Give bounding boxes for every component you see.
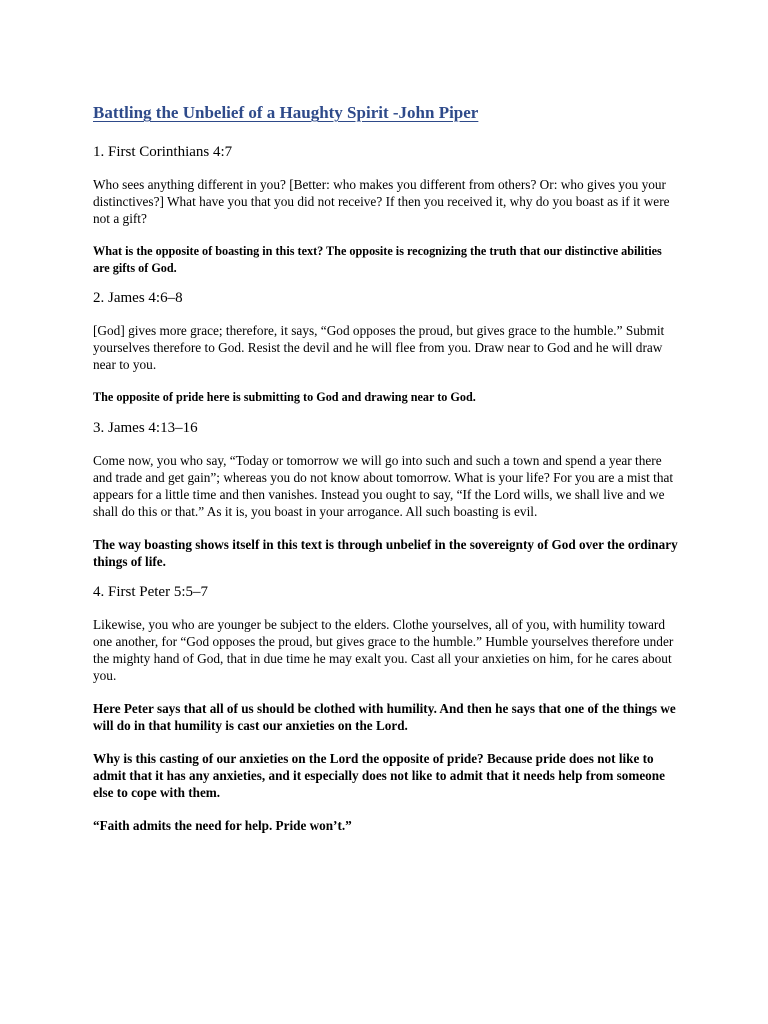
section-2 [93, 288, 678, 418]
commentary-note: Here Peter says that all of us should be clothed with humility. And then he says that one of the things we will do in that humility is cast our anxieties on the Lord. [93, 700, 676, 733]
closing-quote: “Faith admits the need for help. Pride won’t.” [93, 817, 352, 833]
section-heading: 4. First Peter 5:5–7 [93, 583, 208, 600]
section-heading: 2. James 4:6–8 [93, 290, 183, 306]
section-4 [93, 582, 678, 834]
section-heading: 3. James 4:13–16 [93, 419, 198, 436]
section-3 [93, 418, 678, 582]
section-1 [93, 142, 678, 288]
commentary-note: What is the opposite of boasting in this text? The opposite is recognizing the truth that our distinctive abilities are gifts of God. [93, 244, 662, 275]
commentary-note: Why is this casting of our anxieties on the Lord the opposite of pride? Because pride does not like to admit that it has any anxieties, and it especially does not like to admit that it needs help from someone else to cope with them. [93, 750, 665, 800]
scripture-passage: Come now, you who say, “Today or tomorrow we will go into such and such a town and spend a year there and trade and get gain”; whereas you do not know about tomorrow. What is your life? For you are a mist that appears for a little time and then vanishes. Instead you ought to say, “If the Lord wills, we shall live and we shall do this or that.” As it is, you boast in your arrogance. All such boasting is evil. [93, 452, 674, 519]
commentary-note: The opposite of pride here is submitting to God and drawing near to God. [93, 390, 476, 404]
commentary-note: The way boasting shows itself in this text is through unbelief in the sovereignty of God over the ordinary things of life. [93, 536, 678, 569]
scripture-passage: [God] gives more grace; therefore, it says, “God opposes the proud, but gives grace to the humble.” Submit yourselves therefore to God. Resist the devil and he will flee from you. Draw near to God and he will draw near to you. [93, 323, 665, 372]
scripture-passage: Who sees anything different in you? [Better: who makes you different from others? Or: who gives you your distinctives?] What have you that you did not receive? If then you received it, why do you boast as if it were not a gift? [93, 177, 670, 226]
document-page [93, 101, 678, 834]
document-title: Battling the Unbelief of a Haughty Spirit -John Piper [93, 103, 479, 122]
scripture-passage: Likewise, you who are younger be subject to the elders. Clothe yourselves, all of you, with humility toward one another, for “God opposes the proud, but gives grace to the humble.” Humble yourselves therefore under the mighty hand of God, that in due time he may exalt you. Cast all your anxieties on him, for he cares about you. [93, 616, 674, 683]
section-heading: 1. First Corinthians 4:7 [93, 144, 233, 160]
